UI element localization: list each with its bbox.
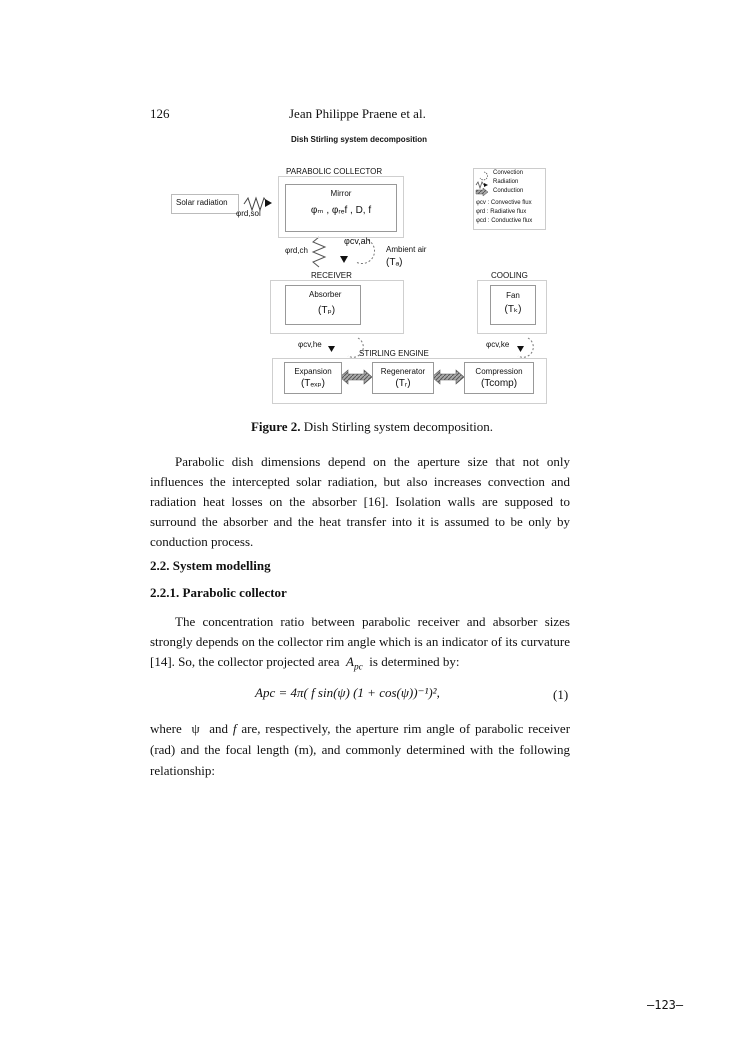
paragraph-1 [150, 452, 570, 552]
psi-symbol: ψ [191, 721, 200, 736]
apc-subscript: pc [353, 662, 363, 673]
legend-radiation: Radiation [493, 179, 519, 185]
solar-radiation-label: Solar radiation [176, 198, 228, 207]
fan-label: Fan [506, 291, 520, 300]
compression-box [464, 362, 534, 394]
legend-rd-def: φrd : Radiative flux [476, 209, 527, 215]
fan-box [490, 285, 536, 325]
f-variable: f [232, 721, 237, 736]
header-authors: Jean Philippe Praene et al. [289, 106, 426, 121]
ambient-air-label: Ambient air [386, 245, 427, 254]
header-page-number: 126 [150, 106, 170, 121]
absorber-box [285, 285, 361, 325]
footer-page-label: –123– [647, 998, 684, 1012]
phi-cv-ke: φcv,ke [486, 340, 510, 349]
expansion-box [284, 362, 342, 394]
solar-radiation-box [171, 194, 239, 214]
apc-variable: A [346, 654, 354, 669]
caption-text: Dish Stirling system decomposition. [300, 419, 494, 434]
paragraph-1-text: Parabolic dish dimensions depend on the aperture size that not only influences the intercepted solar radiation, but also increases convection and radiation heat losses on the absorber [16]. Isolation walls are supposed to surround the absorber and the heat transfer into it is assumed to be only by conduction process. [150, 454, 570, 549]
equation-number: (1) [553, 687, 569, 702]
paragraph-2 [150, 612, 570, 678]
equation-1: Apc = 4π( f sin(ψ) (1 + cos(ψ))⁻¹)², [255, 685, 440, 700]
cv-ke-arrow-head [517, 346, 524, 352]
compression-temp: (Tcomp) [480, 378, 518, 389]
paragraph-2-body [150, 612, 570, 678]
legend-box [473, 168, 546, 230]
regenerator-box [372, 362, 434, 394]
legend-cd-def: φcd : Conductive flux [476, 218, 533, 224]
ambient-arrow-head [340, 256, 348, 263]
regenerator-temp: (Tᵣ) [395, 378, 411, 389]
fan-temp: (Tₖ) [504, 304, 522, 315]
paragraph-3-rest: are, respectively, the aperture rim angle of parabolic receiver (rad) and the focal length (m), and commonly determined with the following relationship: [150, 721, 571, 778]
cv-he-arrow-head [328, 346, 335, 352]
section-heading-2-2-1: 2.2.1. Parabolic collector [150, 585, 287, 600]
expansion-label: Expansion [294, 367, 332, 376]
radiation-zigzag-vertical [313, 237, 325, 267]
legend-cv-def: φcv : Convective flux [476, 200, 532, 206]
paragraph-3-and: and [209, 721, 229, 736]
caption-label: Figure 2. [250, 419, 301, 434]
phi-rd-sol: φrd,sol [236, 209, 261, 218]
compression-label: Compression [475, 367, 523, 376]
mirror-params: φₘ , φᵣₑf , D, f [310, 205, 372, 216]
mirror-label: Mirror [330, 189, 352, 198]
ambient-temp: (Tₐ) [386, 257, 403, 268]
paragraph-3-where: where [150, 721, 182, 736]
phi-cv-ah: φcv,ah [344, 236, 371, 246]
regenerator-label: Regenerator [380, 367, 426, 376]
legend-conduction: Conduction [493, 188, 524, 194]
absorber-label: Absorber [309, 290, 342, 299]
phi-rd-ch: φrd,ch [285, 246, 308, 255]
figure-diagram [168, 132, 578, 404]
cooling-label: COOLING [491, 271, 528, 280]
phi-cv-he: φcv,he [298, 340, 322, 349]
parabolic-collector-label: PARABOLIC COLLECTOR [286, 167, 383, 176]
figure-title: Dish Stirling system decomposition [291, 135, 428, 144]
section-heading-2-2: 2.2. System modelling [150, 558, 271, 573]
receiver-label: RECEIVER [311, 271, 352, 280]
mirror-box [285, 184, 397, 232]
paragraph-2-end: is determined by: [369, 654, 460, 669]
figure-caption [0, 419, 744, 435]
paragraph-3 [150, 718, 570, 781]
absorber-temp: (Tₚ) [318, 305, 336, 316]
stirling-engine-label: STIRLING ENGINE [359, 349, 429, 358]
legend-convection: Convection [493, 170, 524, 176]
solar-arrow-head [265, 199, 272, 207]
paragraph-2-text: The concentration ratio between parabolic receiver and absorber sizes strongly depends on the collector rim angle which is an indicator of its curvature [14]. So, the collector projected area [150, 614, 570, 669]
expansion-temp: (Tₑₓₚ) [300, 378, 326, 389]
